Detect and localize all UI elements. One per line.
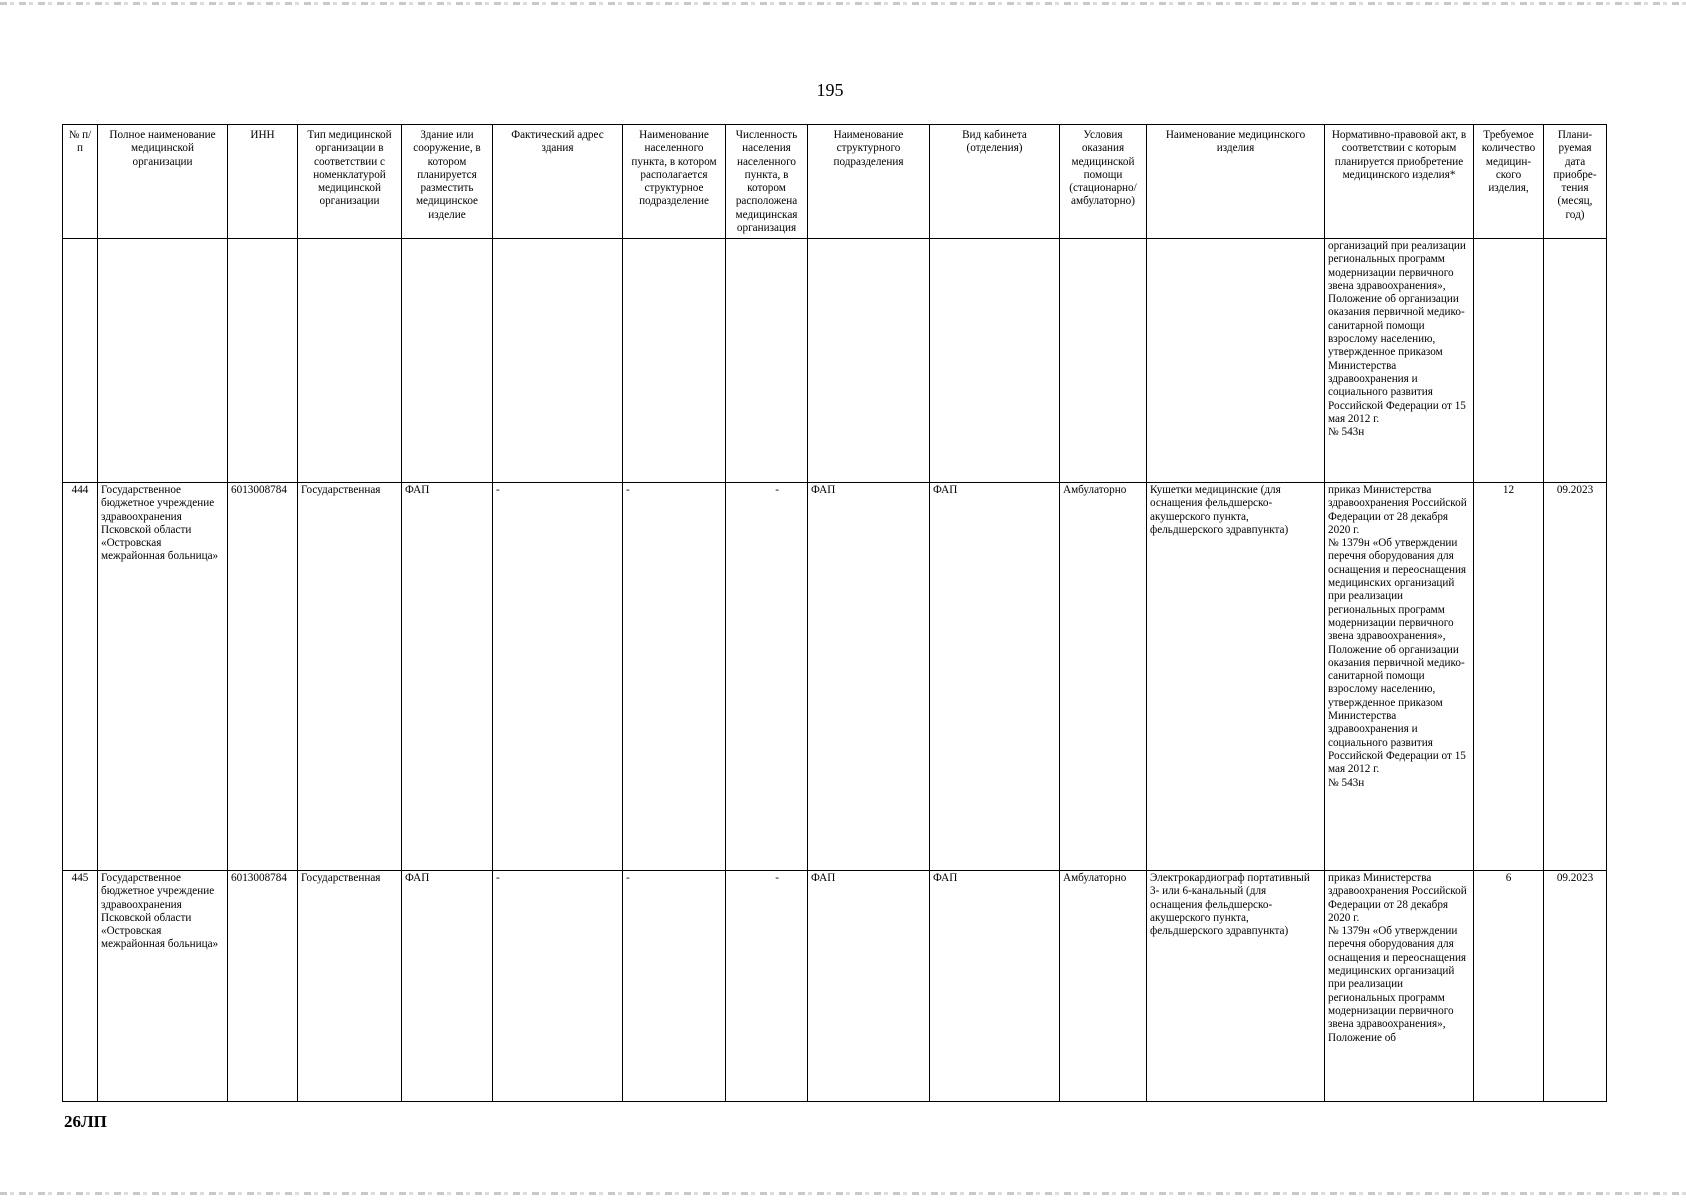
cell-population: -	[726, 483, 808, 871]
cell-org-name: Государственное бюджетное учреждение здравоохранения Псковской области «Островская межрайонная больница»	[98, 871, 228, 1102]
page-number: 195	[816, 80, 844, 100]
cell-law: организаций при реализации региональных программ модернизации первичного звена здравоохранения», Положение об организации оказания первичной медико-санитарной помощи взрослому населению, утвержденное приказом Министерства здравоохранения и социального развития Российской Федерации от 15 мая 2012 г. № 543н	[1325, 239, 1474, 483]
cell-locality: -	[623, 483, 726, 871]
table-header-row	[63, 125, 1607, 239]
cell-device: Электрокардиограф портативный 3- или 6-канальный (для оснащения фельдшерско-акушерского пункта, фельдшерского здравпункта)	[1147, 871, 1325, 1102]
cell-empty	[493, 239, 623, 483]
cell-quantity: 12	[1474, 483, 1544, 871]
header-address: Фактический адрес здания	[493, 125, 623, 239]
cell-inn: 6013008784	[228, 483, 298, 871]
header-division: Наименование структурного подразделения	[808, 125, 930, 239]
cell-empty	[63, 239, 98, 483]
cell-empty	[1544, 239, 1607, 483]
cell-inn: 6013008784	[228, 871, 298, 1102]
cell-date: 09.2023	[1544, 871, 1607, 1102]
table-row-continuation	[63, 239, 1607, 483]
cell-cabinet: ФАП	[930, 871, 1060, 1102]
cell-empty	[930, 239, 1060, 483]
cell-date: 09.2023	[1544, 483, 1607, 871]
cell-division: ФАП	[808, 871, 930, 1102]
header-quantity: Требуемое количество медицин-ского изделия,	[1474, 125, 1544, 239]
cell-law: приказ Министерства здравоохранения Российской Федерации от 28 декабря 2020 г. № 1379н «Об утверждении перечня оборудования для оснащения и переоснащения медицинских организаций при реализации региональных программ модернизации первичного звена здравоохранения», Положение об	[1325, 871, 1474, 1102]
scan-edge-bottom	[0, 1192, 1686, 1195]
cell-empty	[808, 239, 930, 483]
header-device: Наименование медицинского изделия	[1147, 125, 1325, 239]
cell-org-type: Государственная	[298, 871, 402, 1102]
medical-equipment-table	[62, 124, 1607, 1102]
cell-num: 444	[63, 483, 98, 871]
cell-empty	[402, 239, 493, 483]
cell-cabinet: ФАП	[930, 483, 1060, 871]
cell-empty	[98, 239, 228, 483]
cell-org-name: Государственное бюджетное учреждение здравоохранения Псковской области «Островская межрайонная больница»	[98, 483, 228, 871]
scan-edge-top	[0, 2, 1686, 5]
header-locality: Наименование населенного пункта, в котором располагается структурное подразделение	[623, 125, 726, 239]
cell-address: -	[493, 871, 623, 1102]
cell-building: ФАП	[402, 871, 493, 1102]
header-conditions: Условия оказания медицинской помощи (стационарно/ амбулаторно)	[1060, 125, 1147, 239]
footer-document-code: 26ЛП	[64, 1112, 107, 1131]
cell-num: 445	[63, 871, 98, 1102]
cell-conditions: Амбулаторно	[1060, 871, 1147, 1102]
cell-empty	[726, 239, 808, 483]
cell-address: -	[493, 483, 623, 871]
table-row	[63, 871, 1607, 1102]
cell-empty	[623, 239, 726, 483]
cell-building: ФАП	[402, 483, 493, 871]
header-law: Нормативно-правовой акт, в соответствии с которым планируется приобретение медицинского изделия*	[1325, 125, 1474, 239]
cell-empty	[298, 239, 402, 483]
cell-empty	[1060, 239, 1147, 483]
header-inn: ИНН	[228, 125, 298, 239]
cell-division: ФАП	[808, 483, 930, 871]
cell-empty	[228, 239, 298, 483]
cell-device: Кушетки медицинские (для оснащения фельдшерско-акушерского пункта, фельдшерского здравпункта)	[1147, 483, 1325, 871]
header-date: Плани-руемая дата приобре-тения (месяц, год)	[1544, 125, 1607, 239]
header-cabinet: Вид кабинета (отделения)	[930, 125, 1060, 239]
cell-org-type: Государственная	[298, 483, 402, 871]
cell-population: -	[726, 871, 808, 1102]
cell-law: приказ Министерства здравоохранения Российской Федерации от 28 декабря 2020 г. № 1379н «Об утверждении перечня оборудования для оснащения и переоснащения медицинских организаций при реализации региональных программ модернизации первичного звена здравоохранения», Положение об организации оказания первичной медико-санитарной помощи взрослому населению, утвержденное приказом Министерства здравоохранения и социального развития Российской Федерации от 15 мая 2012 г. № 543н	[1325, 483, 1474, 871]
table-row	[63, 483, 1607, 871]
cell-locality: -	[623, 871, 726, 1102]
cell-conditions: Амбулаторно	[1060, 483, 1147, 871]
header-building: Здание или сооружение, в котором планируется разместить медицинское изделие	[402, 125, 493, 239]
header-org-name: Полное наименование медицинской организации	[98, 125, 228, 239]
cell-empty	[1474, 239, 1544, 483]
cell-quantity: 6	[1474, 871, 1544, 1102]
header-population: Численность населения населенного пункта, в котором расположена медицинская организация	[726, 125, 808, 239]
header-num: № п/п	[63, 125, 98, 239]
header-org-type: Тип медицинской организации в соответствии с номенклатурой медицинской организации	[298, 125, 402, 239]
cell-empty	[1147, 239, 1325, 483]
